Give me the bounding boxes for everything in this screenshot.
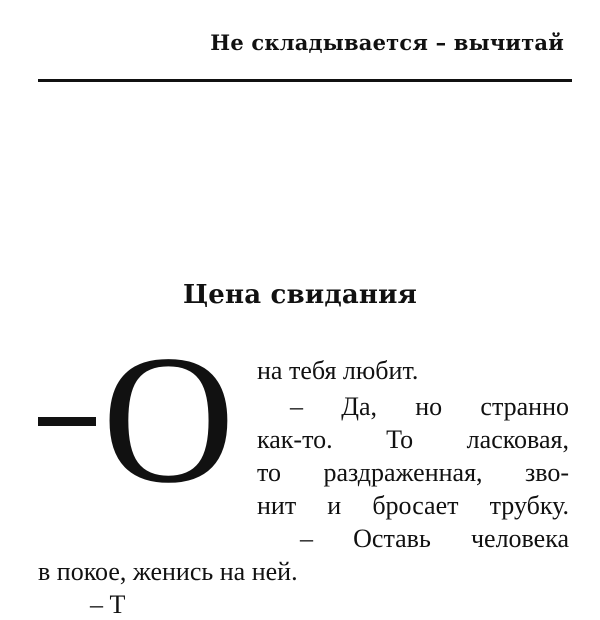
text-line-4: то раздраженная, зво-	[257, 458, 569, 487]
text-line-6: – Оставь человека	[300, 524, 569, 553]
header-rule	[38, 79, 572, 82]
text-line-2: – Да, но странно	[290, 392, 569, 421]
text-line-5: нит и бросает трубку.	[257, 491, 569, 520]
text-line-3: как-то. То ласковая,	[257, 425, 569, 454]
drop-cap	[38, 317, 235, 521]
dropcap-letter: О	[102, 317, 235, 521]
story-title: Цена свидания	[182, 280, 418, 310]
text-line-8: – Т	[90, 590, 126, 619]
dropcap-dash	[38, 417, 96, 426]
text-line-7: в покое, женись на ней.	[38, 557, 298, 586]
text-line-1: на тебя любит.	[257, 356, 419, 385]
running-head: Не складывается – вычитай	[210, 30, 564, 55]
